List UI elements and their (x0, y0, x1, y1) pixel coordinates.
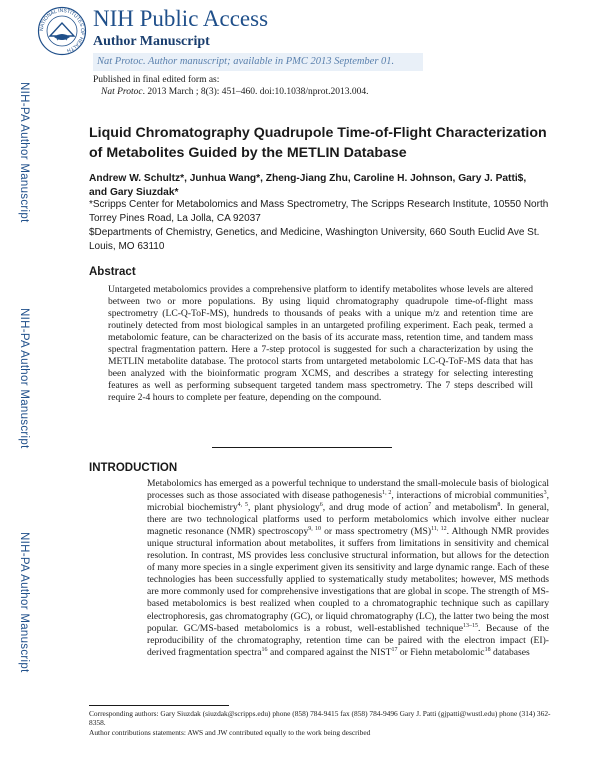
journal-name: Nat Protoc (101, 87, 143, 97)
affiliation-scripps: *Scripps Center for Metabolomics and Mass Spectrometry, The Scripps Research Institute, 10550 North Torrey Pines Road, La Jolla, CA 92037 (89, 199, 549, 224)
sidebar-label: NIH-PA Author Manuscript (18, 82, 30, 223)
sidebar-label: NIH-PA Author Manuscript (18, 308, 30, 449)
citation-line (101, 87, 368, 97)
author-line-2: and Gary Siuzdak* (89, 187, 179, 198)
author-line-1: Andrew W. Schultz*, Junhua Wang*, Zheng-Jiang Zhu, Caroline H. Johnson, Gary J. Patti$, (89, 173, 527, 184)
abstract-heading: Abstract (89, 266, 136, 278)
article-title: Liquid Chromatography Quadrupole Time-of-Flight Characterization of Metabolites Guided by the METLIN Database (89, 125, 547, 161)
author-list (89, 172, 569, 200)
sidebar-label: NIH-PA Author Manuscript (18, 532, 30, 673)
published-in-label: Published in final edited form as: (93, 75, 220, 85)
introduction-heading: INTRODUCTION (89, 462, 178, 474)
citation-details: . 2013 March ; 8(3): 451–460. doi:10.1038/nprot.2013.004. (142, 87, 369, 97)
introduction-body: Metabolomics has emerged as a powerful technique to understand the small-molecule basis of biological processes such as those associated with disease pathogenesis$^{1, 2}$, interactions of microbial communities$^3$, microbial biochemistry$^{4, 5}$, plant physiology$^6$, and drug mode of action$^7$ and metabolism$^8$. In general, there are two technological platforms used to perform metabolomics which involve either nuclear magnetic resonance (NMR) spectroscopy$^{9, 10}$ or mass spectrometry (MS)$^{11, 12}$. Although NMR provides unique structural information about metabolites, it suffers from limitations in sensitivity and chemical resolution. In contrast, MS provides less conclusive structural information, but allows for the detection of many more species in a single experiment given its sensitivity and large dynamic range. Each of these technologies has been successfully applied to systematically study metabolites; however, MS methods are more commonly used for comprehensive investigations that are global in scope. The strength of MS-based metabolomics is best realized when coupled to a chromatographic technique such as capillary electrophoresis, gas chromatography (GC), or liquid chromatography (LC), the latter two being the most popular. GC/MS-based metabolomics is a robust, well-established technique$^{13-15}$. Because of the reproducibility of the chromatography, retention time can be paired with the electron impact (EI)-derived fragmentation spectra$^{16}$ and compared against the NIST$^{17}$ or Fiehn metabolomic$^{18}$ databases (147, 478, 550, 658)
nih-logo (37, 6, 87, 56)
footnotes (89, 709, 559, 737)
svg-text:NATIONAL INSTITUTES OF HEALTH: NATIONAL INSTITUTES OF HEALTH (38, 7, 86, 54)
section-divider (212, 447, 392, 448)
author-manuscript-label: Author Manuscript (93, 34, 210, 49)
footnote-divider (89, 705, 229, 706)
nih-public-access-title: NIH Public Access (93, 6, 269, 31)
author-contributions-note: Author contributions statements: AWS and JW contributed equally to the work being described (89, 727, 371, 737)
abstract-body: Untargeted metabolomics provides a comprehensive platform to identify metabolites whose levels are altered between two or more populations. By using liquid chromatography quadrupole time-of-flight mass spectrometry (LC-Q-ToF-MS), hundreds to thousands of peaks with a unique m/z and retention time are routinely detected from most biological samples in an untargeted profiling experiment. Each peak, termed a metabolomic feature, can be characterized on the basis of its accurate mass, retention time, and tandem mass spectral fragmentation pattern. Here a 7-step protocol is suggested for such a characterization by using the METLIN metabolite database. The protocol starts from untargeted metabolomic LC-Q-ToF-MS data that has been analyzed with the bioinformatic program XCMS, and describes a strategy for selecting interesting features as well as performing subsequent targeted tandem mass spectrometry. The 7 steps described will require 2-4 hours to complete per feature, depending on the compound. (108, 284, 533, 403)
availability-note: Nat Protoc. Author manuscript; available in PMC 2013 September 01. (93, 53, 423, 71)
affiliation-washington: $Departments of Chemistry, Genetics, and Medicine, Washington University, 660 South Euclid Ave St. Louis, MO 63110 (89, 227, 540, 252)
corresponding-author-note: Corresponding authors: Gary Siuzdak (siuzdak@scripps.edu) phone (858) 784-9415 fax (858) 784-9496 Gary J. Patti (gjpatti@wustl.edu) phone (314) 362-8358. (89, 709, 551, 728)
